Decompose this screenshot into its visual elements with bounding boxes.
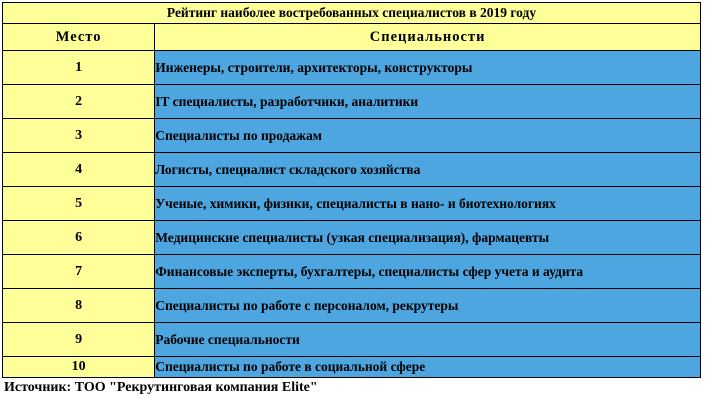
cell-place: 2 — [3, 85, 155, 119]
source-note: Источник: ТОО "Рекрутинговая компания Elite" — [4, 380, 318, 395]
cell-place: 4 — [3, 153, 155, 187]
cell-specialty: Инженеры, строители, архитекторы, конструкторы — [155, 51, 701, 85]
cell-place: 10 — [3, 357, 155, 378]
cell-place: 3 — [3, 119, 155, 153]
table-title: Рейтинг наиболее востребованных специалистов в 2019 году — [3, 3, 701, 24]
table-body — [3, 3, 701, 378]
cell-specialty: IT специалисты, разработчики, аналитики — [155, 85, 701, 119]
table-row — [3, 119, 701, 153]
cell-place: 8 — [3, 289, 155, 323]
cell-specialty: Специалисты по работе в социальной сфере — [155, 357, 701, 378]
cell-specialty: Специалисты по продажам — [155, 119, 701, 153]
table-row — [3, 255, 701, 289]
table-row — [3, 51, 701, 85]
cell-specialty: Медицинские специалисты (узкая специализация), фармацевты — [155, 221, 701, 255]
table-header-row — [3, 24, 701, 51]
table-row — [3, 85, 701, 119]
table-row — [3, 221, 701, 255]
cell-place: 1 — [3, 51, 155, 85]
table-row — [3, 323, 701, 357]
cell-specialty: Рабочие специальности — [155, 323, 701, 357]
cell-place: 9 — [3, 323, 155, 357]
column-header-specialty: Специальности — [155, 24, 701, 51]
ranking-table — [2, 2, 701, 378]
column-header-place: Место — [3, 24, 155, 51]
table-row — [3, 187, 701, 221]
cell-place: 6 — [3, 221, 155, 255]
table-row — [3, 153, 701, 187]
cell-specialty: Ученые, химики, физики, специалисты в нано- и биотехнологиях — [155, 187, 701, 221]
cell-specialty: Логисты, специалист складского хозяйства — [155, 153, 701, 187]
table-row — [3, 357, 701, 378]
table-title-row — [3, 3, 701, 24]
cell-specialty: Специалисты по работе с персоналом, рекрутеры — [155, 289, 701, 323]
table-row — [3, 289, 701, 323]
cell-place: 5 — [3, 187, 155, 221]
cell-specialty: Финансовые эксперты, бухгалтеры, специалисты сфер учета и аудита — [155, 255, 701, 289]
cell-place: 7 — [3, 255, 155, 289]
